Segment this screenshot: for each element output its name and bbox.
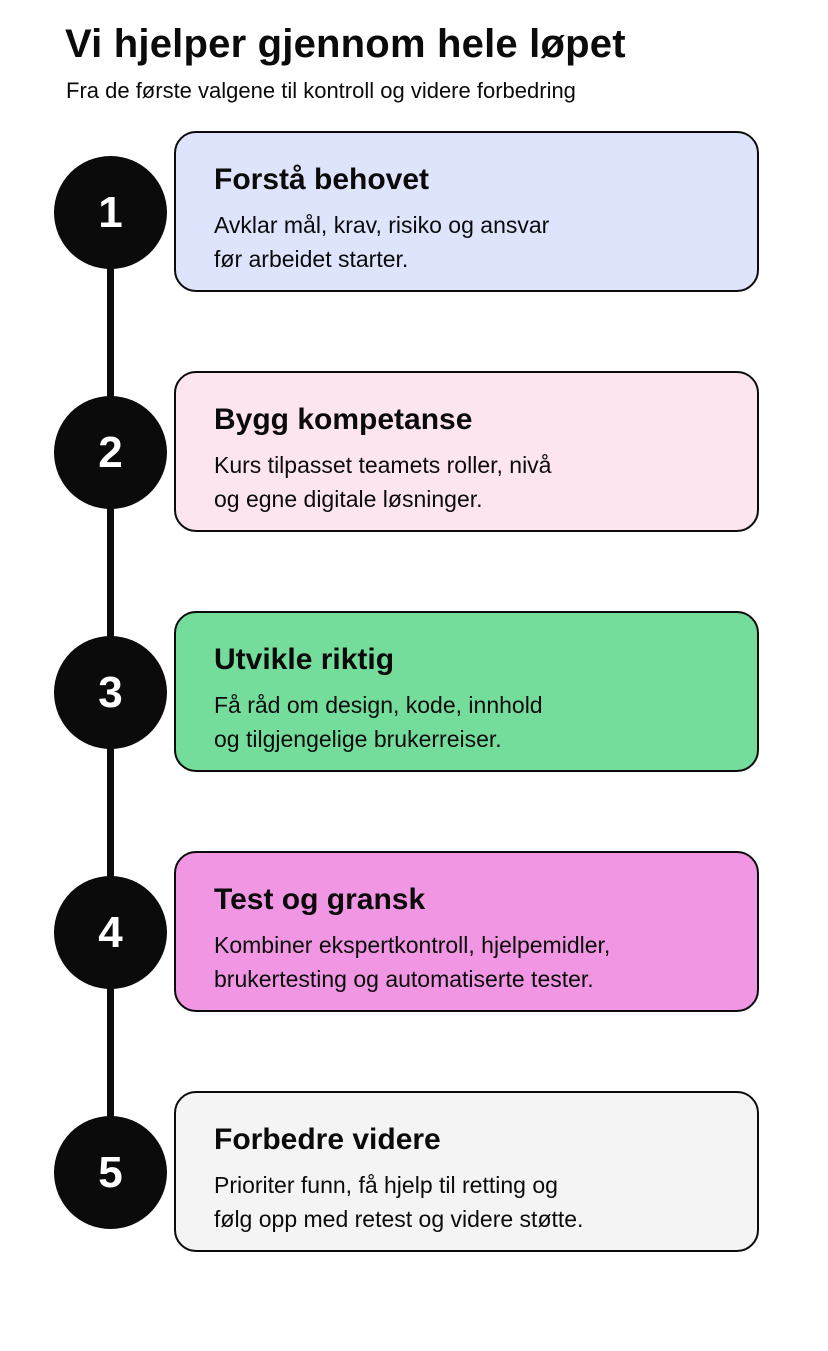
page-subtitle: Fra de første valgene til kontroll og videre forbedring — [66, 78, 576, 103]
step-description-line: brukertesting og automatiserte tester. — [214, 966, 594, 992]
step-card-build-competence — [174, 371, 759, 532]
step-description — [214, 448, 734, 516]
step-description — [214, 208, 734, 276]
step-description-line: og egne digitale løsninger. — [214, 486, 483, 512]
step-description-line: Kurs tilpasset teamets roller, nivå — [214, 452, 552, 478]
step-number-circle: 4 — [54, 876, 167, 989]
step-description-line: Avklar mål, krav, risiko og ansvar — [214, 212, 550, 238]
step-card-improve-further — [174, 1091, 759, 1252]
step-title: Utvikle riktig — [214, 643, 395, 676]
step-description-line: følg opp med retest og videre støtte. — [214, 1206, 584, 1232]
step-title: Forbedre videre — [214, 1123, 441, 1156]
step-description-line: før arbeidet starter. — [214, 246, 409, 272]
step-card-develop-right — [174, 611, 759, 772]
step-description — [214, 928, 734, 996]
step-card-test-review — [174, 851, 759, 1012]
step-description — [214, 1168, 734, 1236]
step-title: Bygg kompetanse — [214, 403, 473, 436]
step-number-circle: 2 — [54, 396, 167, 509]
step-number-circle: 1 — [54, 156, 167, 269]
step-description-line: Prioriter funn, få hjelp til retting og — [214, 1172, 558, 1198]
step-title: Test og gransk — [214, 883, 426, 916]
step-number-circle: 3 — [54, 636, 167, 749]
step-title: Forstå behovet — [214, 163, 430, 196]
step-description-line: Få råd om design, kode, innhold — [214, 692, 543, 718]
step-description-line: Kombiner ekspertkontroll, hjelpemidler, — [214, 932, 611, 958]
step-description-line: og tilgjengelige brukerreiser. — [214, 726, 502, 752]
page-title: Vi hjelper gjennom hele løpet — [65, 22, 626, 66]
step-card-understand-need — [174, 131, 759, 292]
step-number-circle: 5 — [54, 1116, 167, 1229]
step-description — [214, 688, 734, 756]
